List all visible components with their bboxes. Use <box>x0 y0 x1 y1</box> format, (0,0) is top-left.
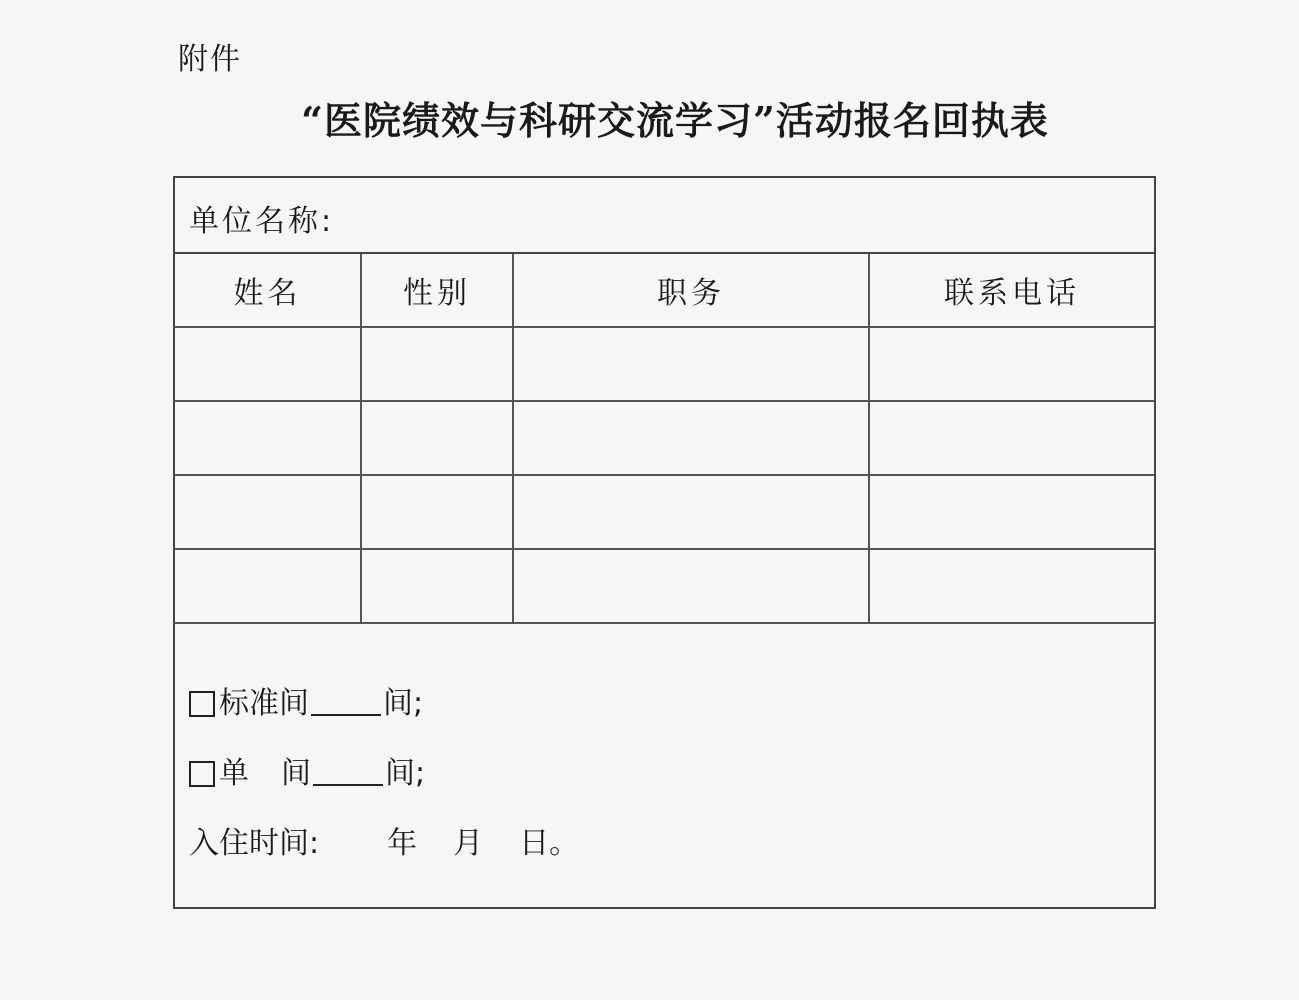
form-title: “医院绩效与科研交流学习”活动报名回执表 <box>301 98 1049 143</box>
single-room-checkbox[interactable] <box>189 761 215 787</box>
position-cell[interactable] <box>513 475 869 549</box>
gender-cell[interactable] <box>361 475 513 549</box>
header-gender: 性别 <box>361 254 513 327</box>
header-position: 职务 <box>513 254 869 327</box>
position-cell[interactable] <box>513 327 869 401</box>
phone-cell[interactable] <box>869 475 1154 549</box>
header-name: 姓名 <box>175 254 361 327</box>
unit-name-label: 单位名称: <box>189 204 335 239</box>
name-cell[interactable] <box>175 327 361 401</box>
single-room-label-part1: 单 <box>219 756 249 791</box>
table-row <box>175 475 1154 549</box>
checkin-year-label: 年 <box>387 826 418 861</box>
standard-room-checkbox[interactable] <box>189 691 215 717</box>
standard-room-count-blank[interactable] <box>311 713 381 716</box>
gender-cell[interactable] <box>361 327 513 401</box>
name-cell[interactable] <box>175 549 361 623</box>
header-phone: 联系电话 <box>869 254 1154 327</box>
checkin-line <box>189 818 579 862</box>
table-row <box>175 401 1154 475</box>
standard-room-label: 标准间 <box>219 686 309 721</box>
phone-cell[interactable] <box>869 549 1154 623</box>
phone-cell[interactable] <box>869 327 1154 401</box>
single-room-suffix: 间; <box>385 756 426 791</box>
table-row <box>175 549 1154 623</box>
checkin-month-label: 月 <box>453 826 484 861</box>
checkin-label: 入住时间: <box>189 826 320 861</box>
position-cell[interactable] <box>513 401 869 475</box>
phone-cell[interactable] <box>869 401 1154 475</box>
standard-room-suffix: 间; <box>383 686 424 721</box>
position-cell[interactable] <box>513 549 869 623</box>
single-room-label-part2: 间 <box>281 756 311 791</box>
name-cell[interactable] <box>175 401 361 475</box>
table-header-row <box>175 254 1154 327</box>
attendee-table <box>175 254 1154 624</box>
name-cell[interactable] <box>175 475 361 549</box>
single-room-line <box>189 748 425 792</box>
table-row <box>175 327 1154 401</box>
standard-room-line <box>189 678 423 722</box>
single-room-count-blank[interactable] <box>313 783 383 786</box>
attachment-label: 附件 <box>178 42 242 77</box>
unit-name-row[interactable] <box>175 178 1154 254</box>
checkin-day-label: 日。 <box>519 826 580 861</box>
registration-form <box>173 176 1156 909</box>
gender-cell[interactable] <box>361 401 513 475</box>
gender-cell[interactable] <box>361 549 513 623</box>
